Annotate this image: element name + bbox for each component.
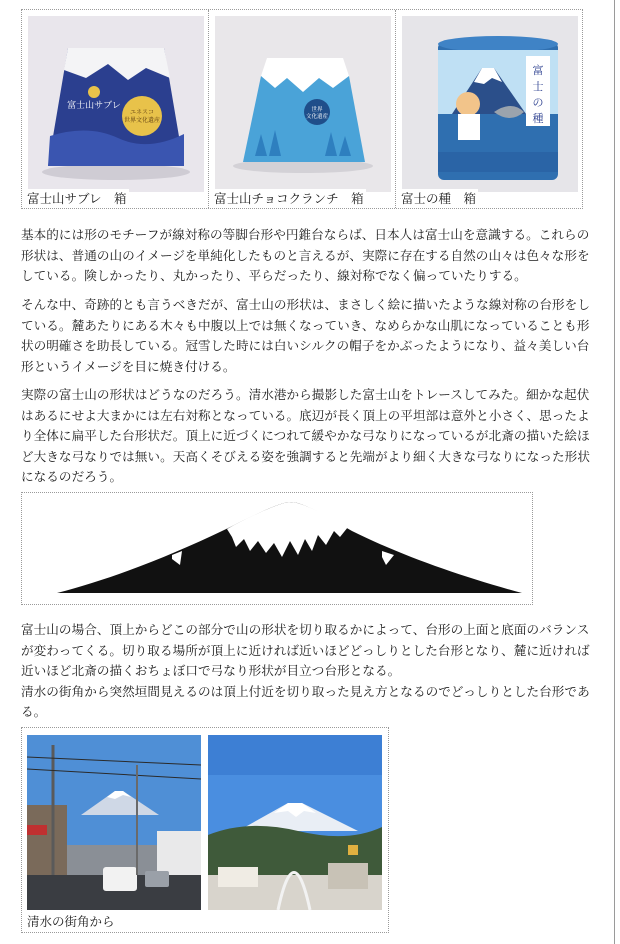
svg-text:種: 種	[532, 112, 544, 125]
fuji-no-tane-can-icon	[402, 16, 578, 192]
body-paragraph-closing	[21, 620, 595, 723]
svg-text:世界: 世界	[311, 107, 323, 113]
gallery-item-fuji-sable[interactable]	[22, 10, 209, 208]
fuji-over-town-photo-icon[interactable]	[208, 735, 382, 910]
page-border-line	[614, 0, 615, 944]
gallery-item-fuji-choco-crunch[interactable]	[209, 10, 396, 208]
body-paragraph: 基本的には形のモチーフが線対称の等脚台形や円錐台ならば、日本人は富士山を意識する。これらの形状は、普通の山のイメージを単純化したものと言えるが、実際に存在する自然の山々は色々な形をしている。険しかったり、丸かったり、平らだったり、線対称でなく偏っていたりする。	[21, 227, 590, 283]
product-gallery	[21, 9, 583, 209]
svg-text:ユネスコ: ユネスコ	[129, 109, 155, 116]
gallery-item-fuji-no-tane[interactable]	[396, 10, 583, 208]
body-paragraph: そんな中、奇跡的とも言うべきだが、富士山の形状は、まさしく絵に描いたような線対称の台形をしている。麓あたりにある木々も中腹以上では無くなっていき、なめらかな山肌になっていることも形状の明確さを助長している。冠雪した時には白いシルクの帽子をかぶったようになり、益々美しい台形というイメージを目に焼き付ける。	[21, 297, 590, 374]
fuji-sable-box-icon	[28, 16, 204, 192]
street-view-fuji-photo-icon[interactable]	[27, 735, 201, 910]
gallery-caption: 富士山サブレ 箱	[27, 191, 127, 206]
gallery-caption: 富士山チョコクランチ 箱	[214, 191, 364, 206]
gallery-caption: 富士の種 箱	[401, 191, 477, 206]
svg-text:富士山サブレ: 富士山サブレ	[67, 101, 121, 111]
body-paragraph: 実際の富士山の形状はどうなのだろう。清水港から撮影した富士山をトレースしてみた。細かな起伏はあるにせよ大まかには左右対称となっている。底辺が長く頂上の平坦部は意外と小さく、思ったより全体に扁平した台形状だ。頂上に近づくにつれて緩やかな弓なりになっているが北斎の描いた絵ほど大きな弓なりでは無い。天高くそびえる姿を強調すると先端がより細く大きな弓なりになった形状になるのだろう。	[21, 387, 590, 484]
closing-line-2: 清水の街角から突然垣間見えるのは頂上付近を切り取った見え方となるのでどっしりとした台形である。	[21, 683, 590, 719]
svg-text:文化遺産: 文化遺産	[305, 114, 329, 120]
fuji-silhouette-figure	[21, 492, 533, 605]
svg-text:の: の	[532, 96, 544, 109]
svg-text:士: 士	[532, 80, 544, 93]
street-photo-gallery	[21, 727, 389, 933]
svg-text:世界文化遺産: 世界文化遺産	[123, 117, 161, 124]
closing-line-1: 富士山の場合、頂上からどこの部分で山の形状を切り取るかによって、台形の上面と底面のバランスが変わってくる。切り取る場所が頂上に近ければ近いほどどっしりとした台形となり、麓に近ければ近いほど北斎の描くおちょぼ口で弓なり形状が目立つ台形となる。	[21, 622, 590, 678]
fuji-choco-crunch-box-icon	[215, 16, 391, 192]
fuji-silhouette-trace-icon	[22, 493, 532, 604]
svg-text:富: 富	[532, 64, 544, 77]
gallery-caption: 清水の街角から	[27, 914, 115, 929]
